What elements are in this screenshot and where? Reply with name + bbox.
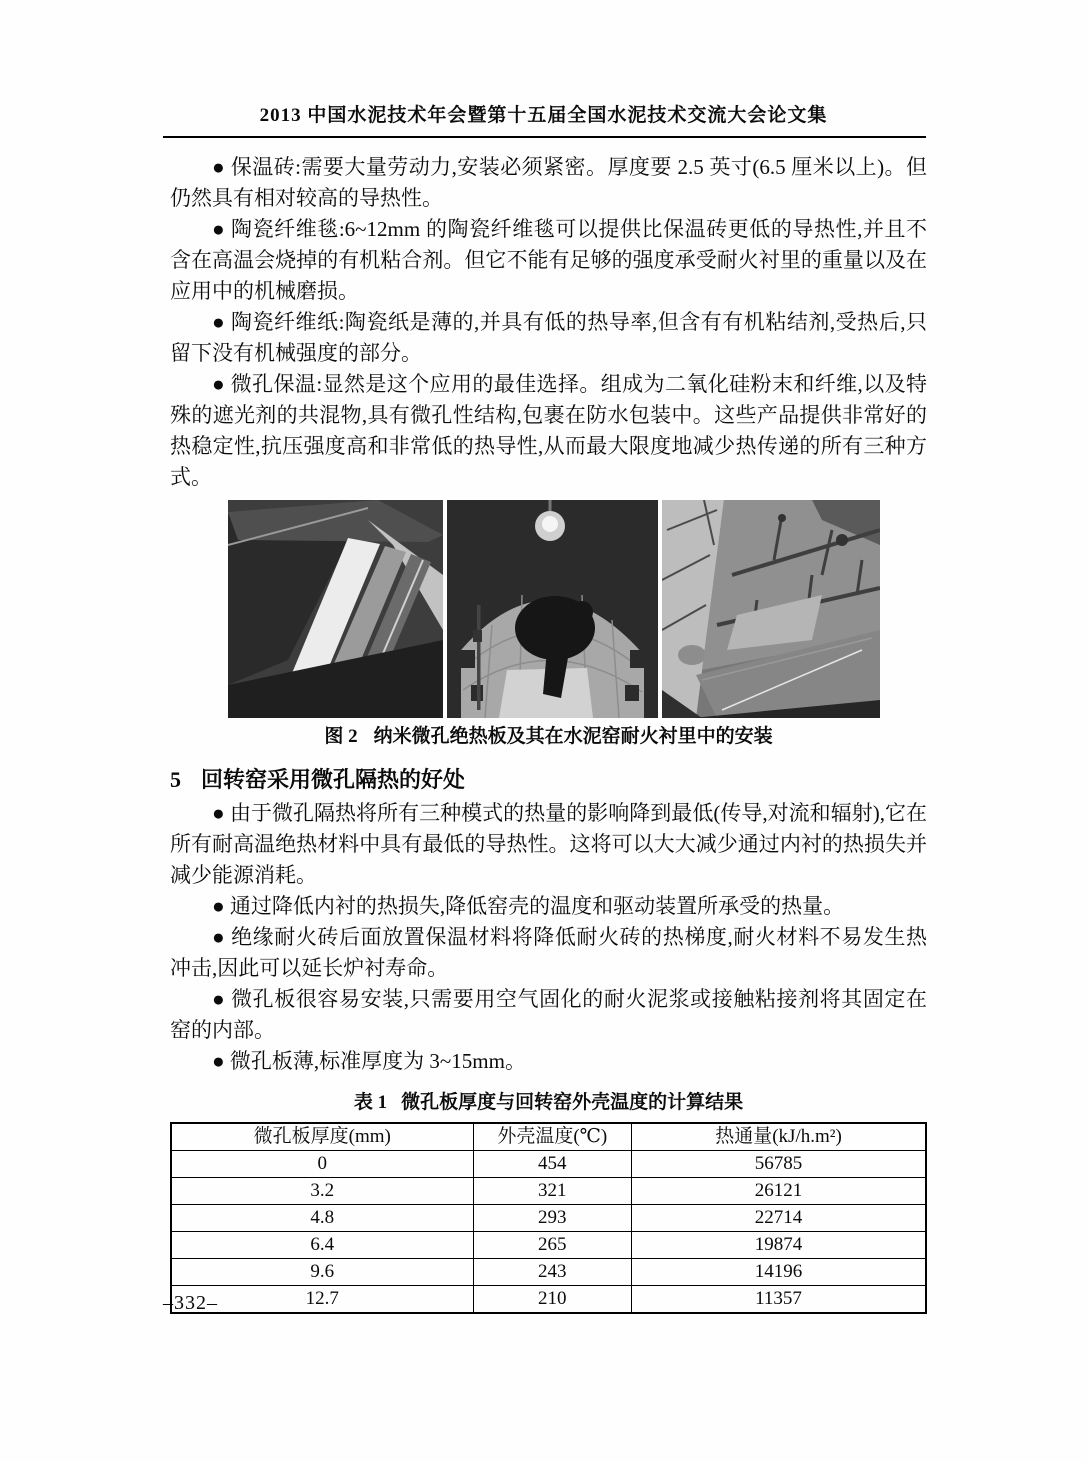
table-row [171, 1151, 926, 1178]
table-1-label: 表 1 [353, 1092, 388, 1113]
table-cell: 22714 [632, 1205, 926, 1232]
table-row [171, 1259, 926, 1286]
table-cell: 9.6 [171, 1259, 473, 1286]
proceedings-header-title: 2013 中国水泥技术年会暨第十五届全国水泥技术交流大会论文集 [259, 105, 828, 126]
section-5-number: 5 [170, 767, 181, 792]
table-1-title [170, 1090, 927, 1116]
table-row [171, 1205, 926, 1232]
table-cell: 11357 [632, 1286, 926, 1314]
table-cell: 14196 [632, 1259, 926, 1286]
figure-2-label: 图 2 [324, 726, 358, 747]
bullet-paragraph-thin-panels: ● 微孔板薄,标准厚度为 3~15mm。 [212, 1049, 526, 1073]
table-cell: 210 [473, 1286, 632, 1314]
table-cell: 0 [171, 1151, 473, 1178]
bullet-paragraph-easy-installation: ● 微孔板很容易安装,只需要用空气固化的耐火泥浆或接触粘接剂将其固定在窑的内部。 [170, 987, 927, 1042]
table-cell: 12.7 [171, 1286, 473, 1314]
bullet-paragraph-microporous-insulation: ● 微孔保温:显然是这个应用的最佳选择。组成为二氧化硅粉末和纤维,以及特殊的遮光剂的共混物,具有微孔性结构,包裹在防水包装中。这些产品提供非常好的热稳定性,抗压强度高和非常低的热导性,从而最大限度地减少热传递的所有三种方式。 [170, 372, 927, 489]
figure-2-caption [170, 724, 927, 750]
table-cell: 26121 [632, 1178, 926, 1205]
page-content [170, 152, 927, 1314]
bullet-paragraph-lowest-conductivity: ● 由于微孔隔热将所有三种模式的热量的影响降到最低(传导,对流和辐射),它在所有耐高温绝热材料中具有最低的导热性。这将可以大大减少通过内衬的热损失并减少能源消耗。 [170, 801, 927, 887]
table-row [171, 1178, 926, 1205]
bullet-paragraph-ceramic-fiber-blanket: ● 陶瓷纤维毯:6~12mm 的陶瓷纤维毯可以提供比保温砖更低的导热性,并且不含在高温会烧掉的有机粘合剂。但它不能有足够的强度承受耐火衬里的重量以及在应用中的机械磨损。 [170, 217, 927, 303]
table-cell: 454 [473, 1151, 632, 1178]
table-cell: 19874 [632, 1232, 926, 1259]
refractory-brick-lining-installation-photo [662, 500, 880, 718]
bullet-paragraph-insulating-brick: ● 保温砖:需要大量劳动力,安装必须紧密。厚度要 2.5 英寸(6.5 厘米以上)。但仍然具有相对较高的导热性。 [170, 155, 927, 210]
bullet-paragraph-thermal-gradient: ● 绝缘耐火砖后面放置保温材料将降低耐火砖的热梯度,耐火材料不易发生热冲击,因此可以延长炉衬寿命。 [170, 925, 927, 980]
figure-2-photo-strip [228, 500, 880, 718]
section-5-heading [170, 764, 927, 796]
table-cell: 4.8 [171, 1205, 473, 1232]
table-body [171, 1151, 926, 1314]
table-row [171, 1286, 926, 1314]
table-cell: 3.2 [171, 1178, 473, 1205]
kiln-interior-panel-installation-photo [447, 500, 658, 718]
table-row [171, 1232, 926, 1259]
table-cell: 321 [473, 1178, 632, 1205]
column-header-panel-thickness: 微孔板厚度(mm) [171, 1123, 473, 1151]
section-5-heading-text: 回转窑采用微孔隔热的好处 [201, 767, 466, 792]
table-cell: 6.4 [171, 1232, 473, 1259]
column-header-shell-temperature: 外壳温度(℃) [473, 1123, 632, 1151]
table-1-title-text: 微孔板厚度与回转窑外壳温度的计算结果 [401, 1092, 744, 1113]
table-cell: 243 [473, 1259, 632, 1286]
table-cell: 265 [473, 1232, 632, 1259]
header-rule [163, 136, 926, 138]
microporous-insulation-boards-photo [228, 500, 443, 718]
page-number: –332– [163, 1292, 218, 1314]
figure-2-caption-text: 纳米微孔绝热板及其在水泥窑耐火衬里中的安装 [373, 726, 773, 747]
bullet-paragraph-shell-temperature: ● 通过降低内衬的热损失,降低窑壳的温度和驱动装置所承受的热量。 [212, 894, 845, 918]
table-cell: 293 [473, 1205, 632, 1232]
table-1-calculation-results [170, 1122, 927, 1314]
table-cell: 56785 [632, 1151, 926, 1178]
column-header-heat-flux: 热通量(kJ/h.m²) [632, 1123, 926, 1151]
bullet-paragraph-ceramic-fiber-paper: ● 陶瓷纤维纸:陶瓷纸是薄的,并具有低的热导率,但含有有机粘结剂,受热后,只留下没有机械强度的部分。 [170, 310, 927, 365]
table-header-row [171, 1123, 926, 1151]
